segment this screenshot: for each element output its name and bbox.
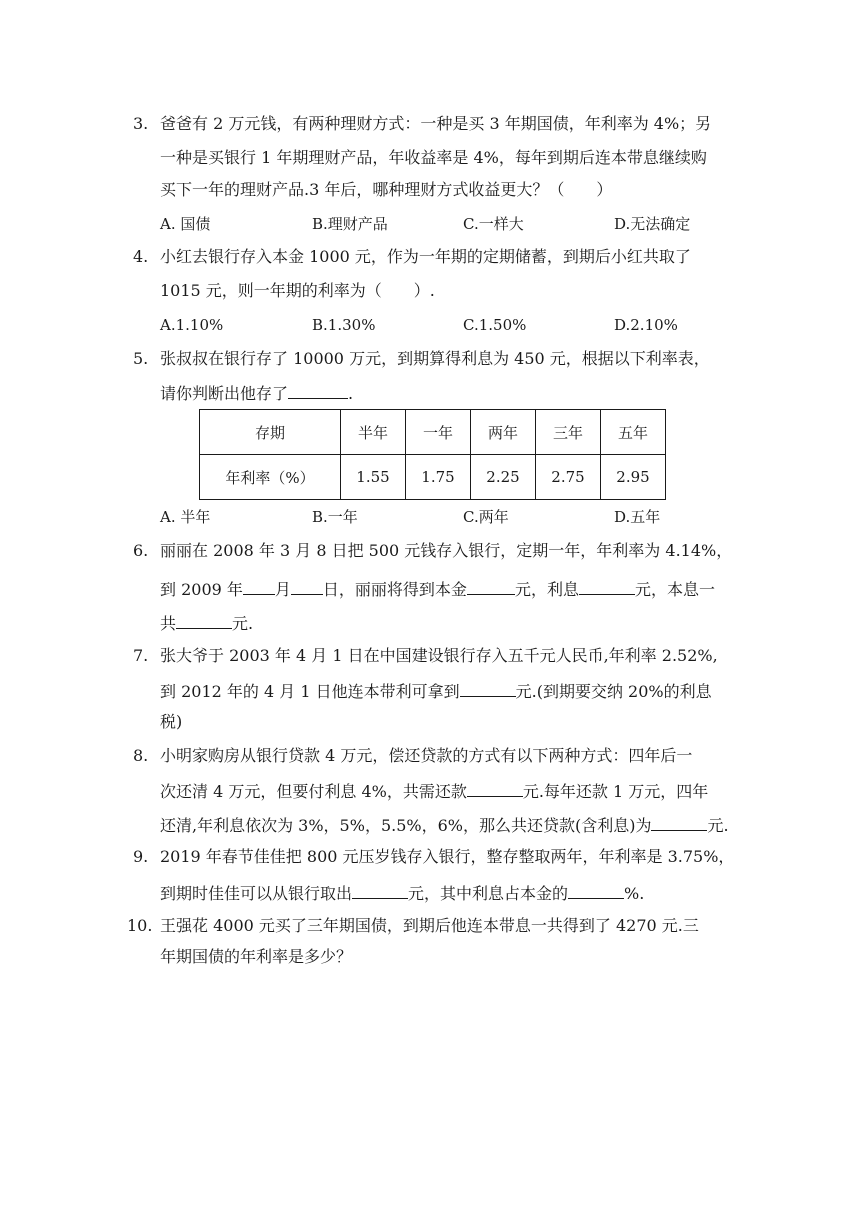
table-cell: 半年 (341, 410, 406, 455)
question-text-line: 爸爸有 2 万元钱，有两种理财方式：一种是买 3 年期国债，年利率为 4%；另 (160, 114, 712, 133)
text: 到 2012 年的 4 月 1 日他连本带利可拿到 (160, 682, 460, 701)
question-number: 3. (133, 114, 149, 133)
question-text-line: 税) (160, 712, 183, 731)
answer-blank[interactable] (579, 578, 635, 595)
table-cell: 2.25 (471, 455, 536, 500)
text: 次还清 4 万元，但要付利息 4%，共需还款 (160, 782, 467, 801)
question-number: 4. (133, 247, 149, 266)
answer-blank[interactable] (651, 814, 707, 831)
table-cell: 2.75 (536, 455, 601, 500)
text: 还清,年利息依次为 3%，5%，5.5%，6%，那么共还贷款(含利息)为 (160, 816, 652, 835)
answer-blank[interactable] (460, 680, 516, 697)
answer-blank[interactable] (288, 382, 348, 399)
table-cell: 年利率（%） (200, 455, 341, 500)
table-cell: 1.75 (406, 455, 471, 500)
question-text-line: 年期国债的年利率是多少？ (160, 947, 353, 966)
question-text-line: 张叔叔在银行存了 10000 万元，到期算得利息为 450 元，根据以下利率表， (160, 349, 710, 368)
question-text-line: 1015 元，则一年期的利率为（ ）. (160, 281, 435, 300)
question-text-line: 丽丽在 2008 年 3 月 8 日把 500 元钱存入银行，定期一年，年利率为 4.14%， (160, 541, 733, 560)
text: 元，其中利息占本金的 (408, 884, 569, 903)
option-c: C.一样大 (463, 215, 524, 233)
option-b: B.理财产品 (312, 215, 388, 233)
question-number: 7. (133, 646, 149, 665)
table-cell: 一年 (406, 410, 471, 455)
table-row (200, 455, 666, 500)
option-b: B.1.30% (312, 316, 376, 334)
answer-blank[interactable] (467, 780, 523, 797)
question-text-line (160, 578, 715, 600)
question-number: 9. (133, 847, 149, 866)
text: 日，丽丽将得到本金 (322, 580, 467, 599)
table-cell: 1.55 (341, 455, 406, 500)
question-number: 8. (133, 746, 149, 765)
question-text-line: 张大爷于 2003 年 4 月 1 日在中国建设银行存入五千元人民币,年利率 2.52%, (160, 646, 718, 665)
question-text-line (160, 612, 253, 634)
text: 到 2009 年 (160, 580, 243, 599)
text: %. (624, 884, 645, 903)
question-text-line (160, 780, 708, 802)
question-text-line (160, 882, 644, 904)
text: 请你判断出他存了 (160, 384, 289, 403)
question-text-line: 2019 年春节佳佳把 800 元压岁钱存入银行，整存整取两年，年利率是 3.75%， (160, 847, 735, 866)
table-cell: 五年 (601, 410, 666, 455)
answer-blank[interactable] (467, 578, 515, 595)
question-text-line: 一种是买银行 1 年期理财产品，年收益率是 4%，每年到期后连本带息继续购 (160, 148, 707, 167)
option-a: A.1.10% (160, 316, 224, 334)
question-text-line: 买下一年的理财产品.3 年后，哪种理财方式收益更大？（ ） (160, 180, 613, 199)
option-c: C.两年 (463, 508, 509, 526)
text: 元. (232, 614, 254, 633)
text: 到期时佳佳可以从银行取出 (160, 884, 353, 903)
text: 元，利息 (514, 580, 579, 599)
table-cell: 三年 (536, 410, 601, 455)
option-a: A. 国债 (160, 215, 211, 233)
table-row (200, 410, 666, 455)
table-cell: 存期 (200, 410, 341, 455)
question-text-line (160, 680, 712, 702)
option-a: A. 半年 (160, 508, 211, 526)
text: 元. (707, 816, 729, 835)
text: 月 (274, 580, 291, 599)
question-number: 5. (133, 349, 149, 368)
text: . (348, 384, 354, 403)
question-text-line: 小红去银行存入本金 1000 元，作为一年期的定期储蓄，到期后小红共取了 (160, 247, 691, 266)
option-b: B.一年 (312, 508, 358, 526)
question-text-line: 小明家购房从银行贷款 4 万元，偿还贷款的方式有以下两种方式：四年后一 (160, 746, 693, 765)
answer-blank[interactable] (176, 612, 232, 629)
text: 元，本息一 (634, 580, 715, 599)
option-d: D.2.10% (614, 316, 678, 334)
question-text-line (160, 382, 353, 404)
question-text-line (160, 814, 729, 836)
interest-rate-table (199, 409, 666, 500)
text: 元.(到期要交纳 20%的利息 (515, 682, 712, 701)
table-cell: 2.95 (601, 455, 666, 500)
option-c: C.1.50% (463, 316, 527, 334)
answer-blank[interactable] (568, 882, 624, 899)
text: 元.每年还款 1 万元，四年 (522, 782, 709, 801)
question-text-line: 王强花 4000 元买了三年期国债，到期后他连本带息一共得到了 4270 元.三 (160, 916, 699, 935)
option-d: D.五年 (614, 508, 661, 526)
table-cell: 两年 (471, 410, 536, 455)
option-d: D.无法确定 (614, 215, 691, 233)
text: 共 (160, 614, 177, 633)
answer-blank[interactable] (352, 882, 408, 899)
answer-blank[interactable] (243, 578, 275, 595)
answer-blank[interactable] (291, 578, 323, 595)
question-number: 10. (127, 916, 153, 935)
question-number: 6. (133, 541, 149, 560)
